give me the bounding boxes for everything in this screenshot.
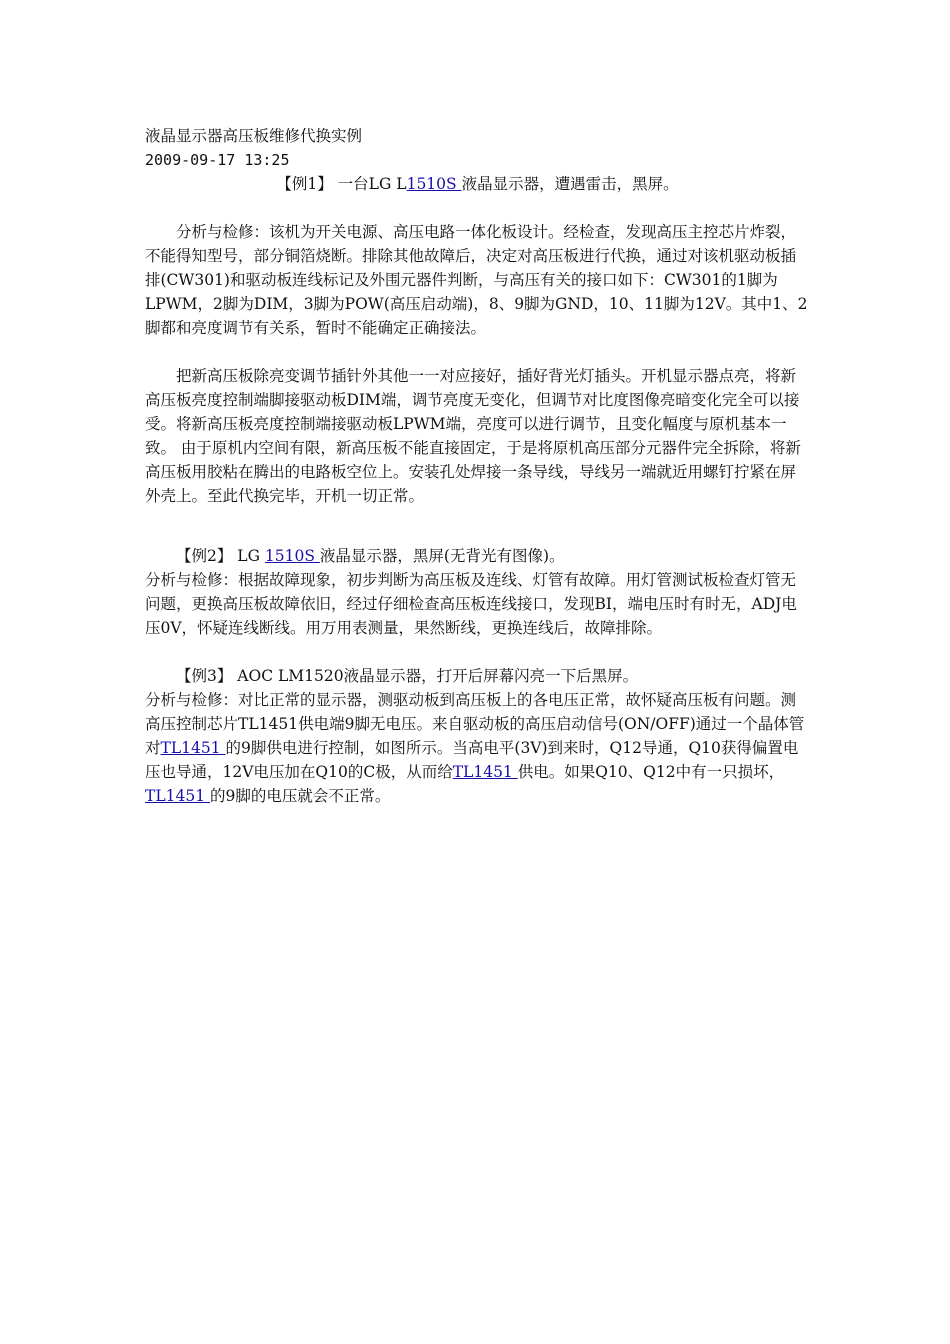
tl1451-link-3[interactable]: TL1451 bbox=[145, 787, 211, 805]
example-2-analysis: 分析与检修：根据故障现象，初步判断为高压板及连线、灯管有故障。用灯管测试板检查灯管无问题，更换高压板故障依旧，经过仔细检查高压板连线接口，发现BI，端电压时有时无，ADJ电压0V，怀疑连线断线。用万用表测量，果然断线，更换连线后，故障排除。 bbox=[145, 571, 797, 637]
example-3-text-b: 的9脚供电进行控制，如图所示。当高电平(3V)到来时，Q12导通，Q10获得偏置电压也导通，12V电压加在Q10的C极，从而给 bbox=[145, 739, 799, 781]
spacer bbox=[145, 508, 810, 544]
example-1-heading-rest: 液晶显示器，遭遇雷击，黑屏。 bbox=[461, 175, 679, 193]
example-3-text-c: 供电。如果Q10、Q12中有一只损坏， bbox=[517, 763, 785, 781]
example-1-heading bbox=[145, 172, 810, 196]
post-date: 2009-09-17 13:25 bbox=[145, 151, 290, 169]
example-1-analysis: 分析与检修：该机为开关电源、高压电路一体化板设计。经检查，发现高压主控芯片炸裂，不能得知型号，部分铜箔烧断。排除其他故障后，决定对高压板进行代换，通过对该机驱动板插排(CW301)和驱动板连线标记及外围元器件判断，与高压有关的接口如下：CW301的1脚为LPWM，2脚为DIM，3脚为POW(高压启动端)，8、9脚为GND，10、11脚为12V。其中1、2脚都和亮度调节有关系，暂时不能确定正确接法。 bbox=[145, 223, 808, 337]
model-link-1510s-2[interactable]: 1510S bbox=[264, 547, 320, 565]
example-2-heading bbox=[145, 544, 810, 568]
spacer bbox=[145, 340, 810, 364]
tl1451-link-1[interactable]: TL1451 bbox=[160, 739, 226, 757]
example-2-heading-rest: 液晶显示器，黑屏(无背光有图像)。 bbox=[319, 547, 565, 565]
example-1-repair: 把新高压板除亮变调节插针外其他一一对应接好，插好背光灯插头。开机显示器点亮，将新高压板亮度控制端脚接驱动板DIM端，调节亮度无变化，但调节对比度图像亮暗变化完全可以接受。将新高压板亮度控制端接驱动板LPWM端，亮度可以进行调节，且变化幅度与原机基本一致。 由于原机内空间有限，新高压板不能直接固定，于是将原机高压部分元器件完全拆除，将新高压板用胶粘在腾出的电路板空位上。安装孔处焊接一条导线，导线另一端就近用螺钉拧紧在屏外壳上。至此代换完毕，开机一切正常。 bbox=[145, 367, 801, 505]
spacer bbox=[145, 196, 810, 220]
example-3-text-a: 分析与检修：对比正常的显示器，测驱动板到高压板上的各电压正常，故怀疑高压板有问题。测高压控制芯片TL1451供电端9脚无电压。来自驱动板的高压启动信号(ON/OFF)通过一个晶体管对 bbox=[145, 691, 805, 757]
example-3-text-d: 的9脚的电压就会不正常。 bbox=[210, 787, 391, 805]
document-body bbox=[145, 124, 810, 808]
example-3-analysis bbox=[145, 688, 810, 808]
spacer bbox=[145, 640, 810, 664]
model-link-1510s[interactable]: 1510S bbox=[406, 175, 462, 193]
example-1-heading-text: 【例1】 一台LG L bbox=[276, 175, 407, 193]
tl1451-link-2[interactable]: TL1451 bbox=[452, 763, 518, 781]
example-2-heading-text: 【例2】 LG bbox=[176, 547, 265, 565]
example-3-heading: 【例3】 AOC LM1520液晶显示器，打开后屏幕闪亮一下后黑屏。 bbox=[176, 667, 639, 685]
document-title: 液晶显示器高压板维修代换实例 bbox=[145, 127, 363, 145]
